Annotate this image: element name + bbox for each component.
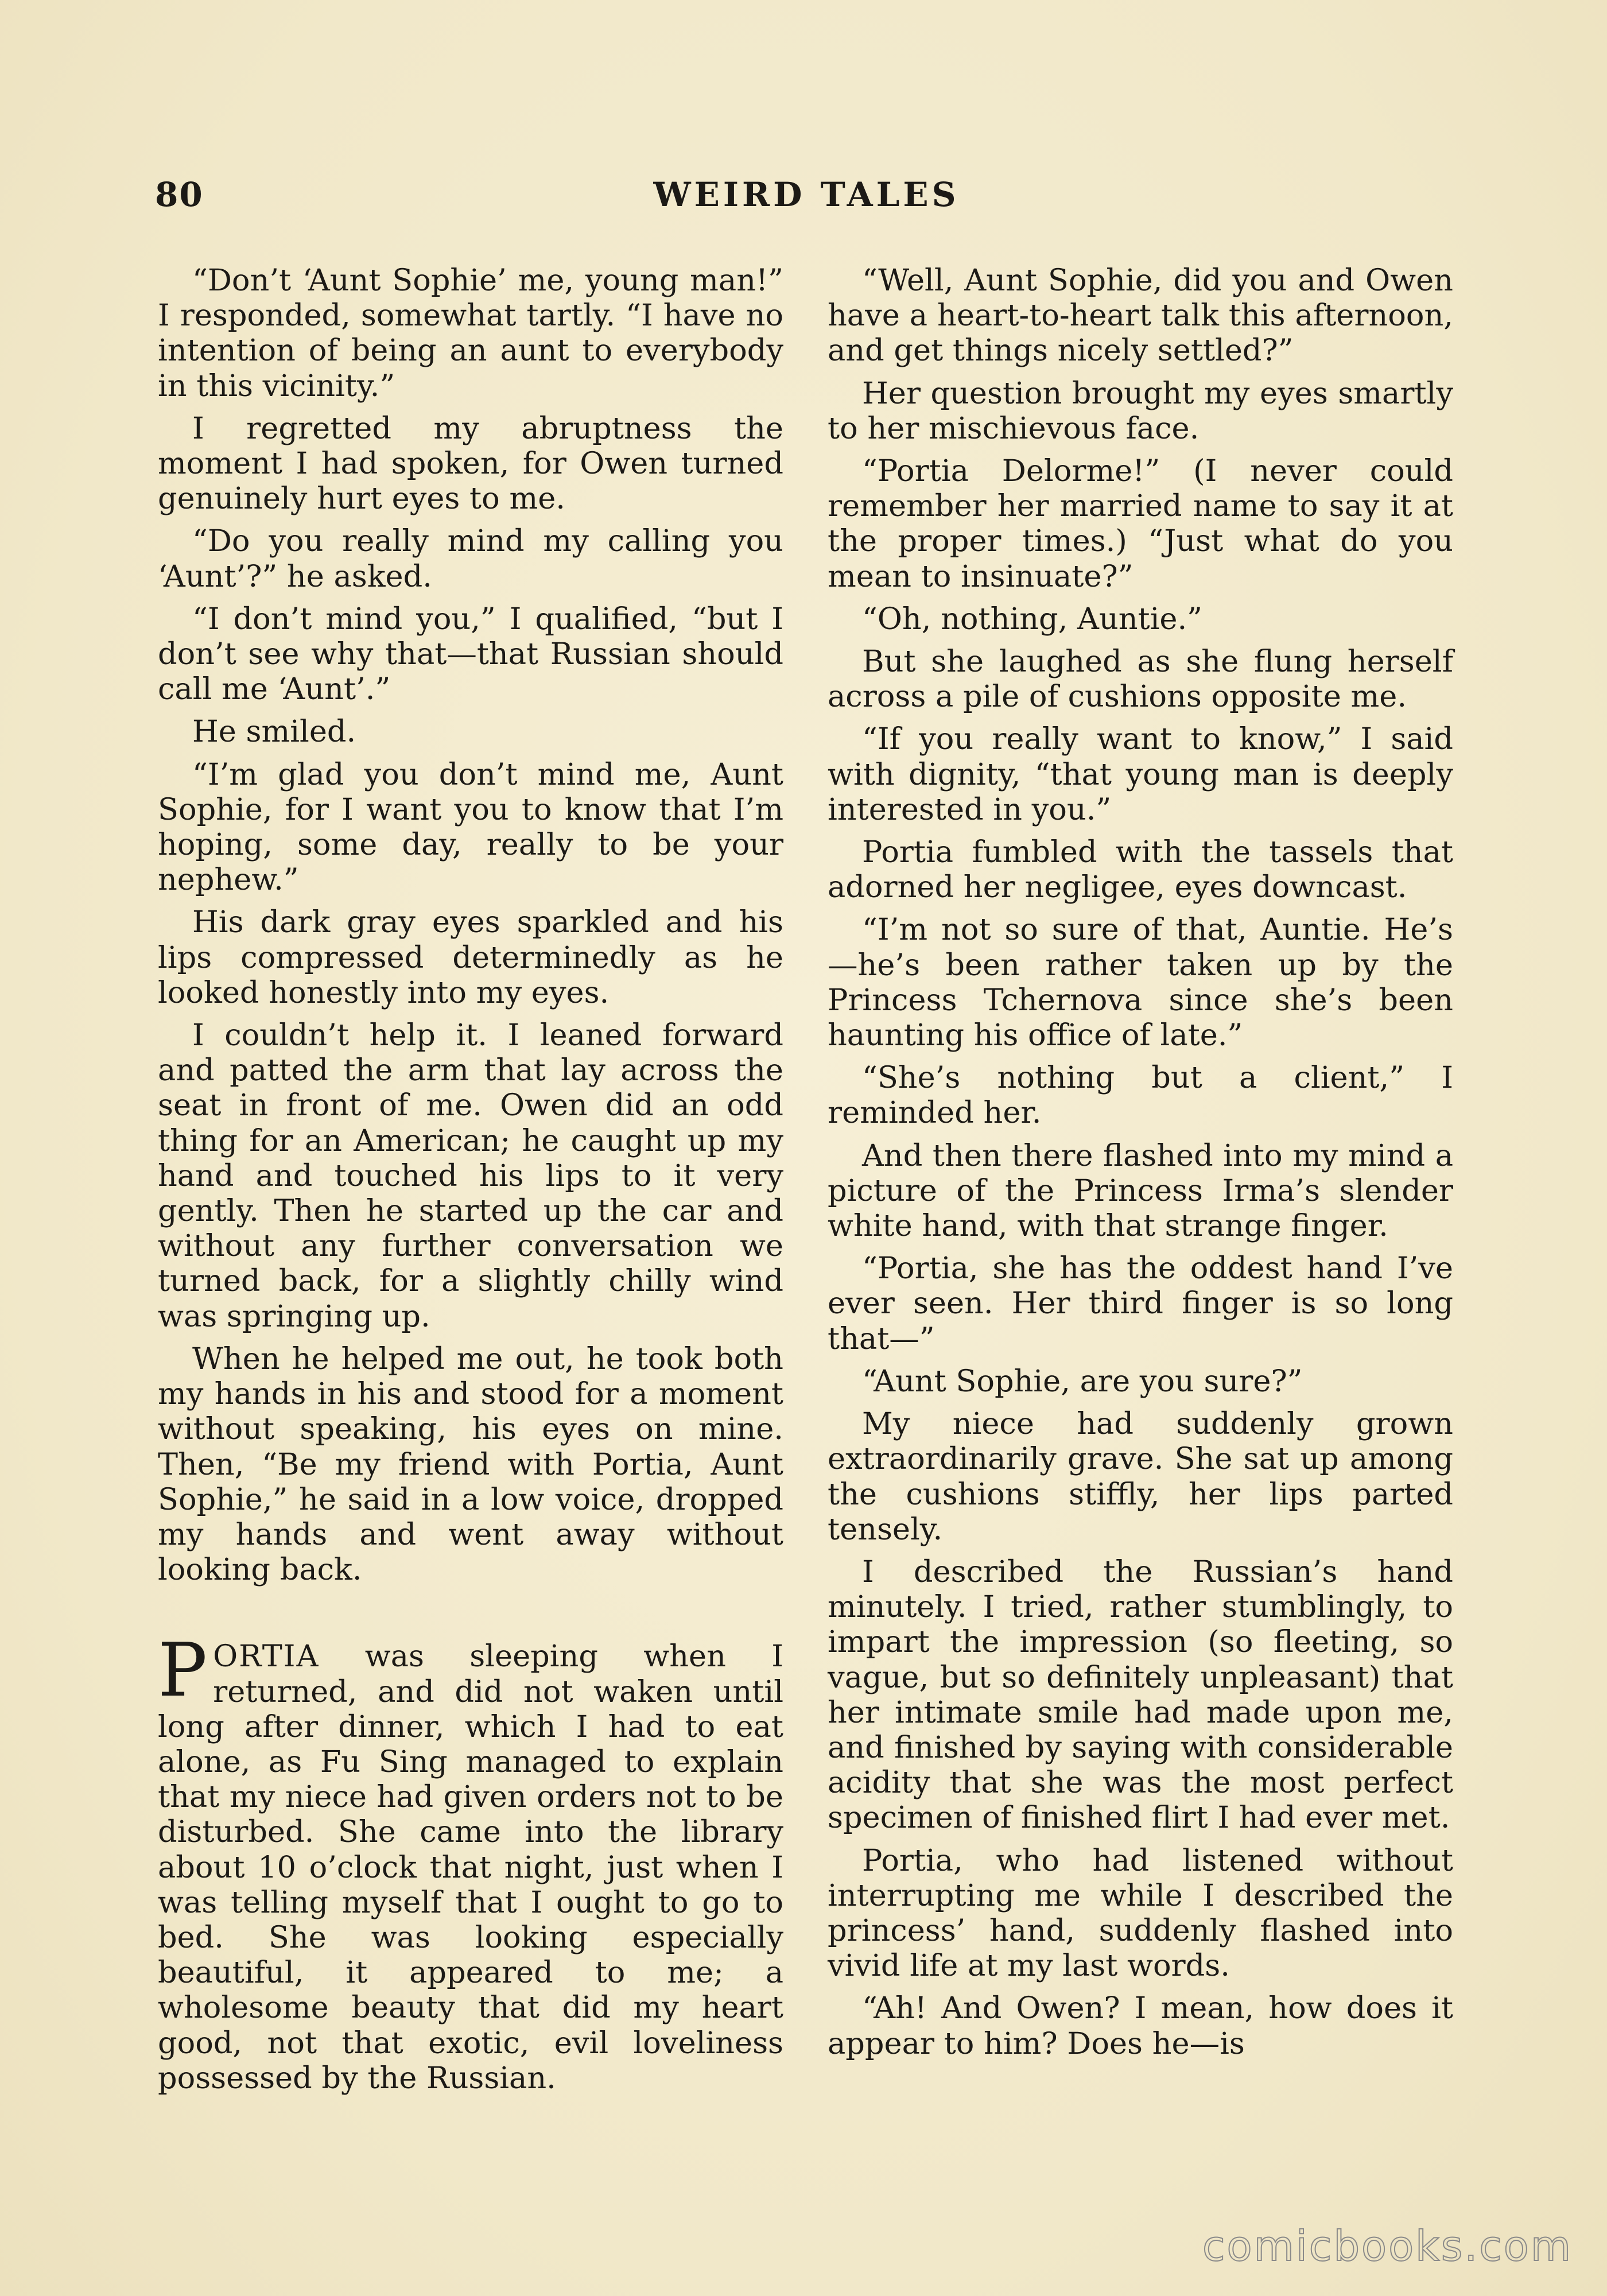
paragraph: “Aunt Sophie, are you sure?” (862, 1363, 1303, 1399)
watermark: comicbooks.com (1202, 2222, 1573, 2270)
paragraph: “Portia, she has the oddest hand I’ve ever seen. Her third finger is so long that—” (828, 1251, 1453, 1356)
paragraph: “She’s nothing but a client,” I reminded her. (828, 1060, 1453, 1131)
section-text: was sleeping when I returned, and did not waken until long after dinner, which I had to eat alone, as Fu Sing managed to explain that my niece had given orders not to be disturbed. She came into the library about 10 o’clock that night, just when I was telling myself that I ought to go to bed. She was looking especially beautiful, it appeared to me; a wholesome beauty that did my heart good, not that exotic, evil loveliness possessed by the Russian. (158, 1639, 783, 2096)
paragraph: I described the Russian’s hand minutely. I tried, rather stumblingly, to impart the impression (so fleeting, so vague, but so definitely unpleasant) that her intimate smile had made upon me, and finished by saying with considerable acidity that she was the most perfect specimen of finished flirt I had ever met. (828, 1554, 1453, 1836)
paragraph: “I don’t mind you,” I qualified, “but I don’t see why that—that Russian should call me ‘Aunt’.” (158, 601, 783, 707)
paragraph: “Well, Aunt Sophie, did you and Owen have a heart-to-heart talk this afternoon, and get things nicely settled?” (828, 263, 1453, 369)
paragraph: Portia fumbled with the tassels that adorned her negligee, eyes downcast. (828, 835, 1453, 905)
paragraph: But she laughed as she flung herself across a pile of cushions opposite me. (828, 644, 1453, 715)
section-opening-paragraph (158, 1628, 783, 2096)
paragraph: “Portia Delorme!” (I never could remember her married name to say it at the proper times.) “Just what do you mean to insinuate?” (828, 453, 1453, 594)
paragraph: “Oh, nothing, Auntie.” (862, 601, 1203, 637)
paragraph: When he helped me out, he took both my hands in his and stood for a moment without speaking, his eyes on mine. Then, “Be my friend with Portia, Aunt Sophie,” he said in a low voice, dropped my hands and went away without looking back. (158, 1341, 783, 1588)
paragraph: My niece had suddenly grown extraordinarily grave. She sat up among the cushions stiffly, her lips parted tensely. (828, 1406, 1453, 1547)
paragraph: “I’m glad you don’t mind me, Aunt Sophie, for I want you to know that I’m hoping, some day, really to be your nephew.” (158, 757, 783, 898)
page-number: 80 (155, 175, 204, 214)
paragraph: “Don’t ‘Aunt Sophie’ me, young man!” I responded, somewhat tartly. “I have no intention of being an aunt to everybody in this vicinity.” (158, 263, 783, 404)
paragraph: “Do you really mind my calling you ‘Aunt’?” he asked. (158, 523, 783, 594)
paragraph: “I’m not so sure of that, Auntie. He’s—he’s been rather taken up by the Princess Tchernova since she’s been haunting his office of late.” (828, 912, 1453, 1053)
paragraph: And then there flashed into my mind a picture of the Princess Irma’s slender white hand, with that strange finger. (828, 1138, 1453, 1244)
paragraph: I regretted my abruptness the moment I had spoken, for Owen turned genuinely hurt eyes to me. (158, 410, 783, 517)
paragraph: I couldn’t help it. I leaned forward and patted the arm that lay across the seat in front of me. Owen did an odd thing for an American; he caught up my hand and touched his lips to it very gently. Then he started up the car and without any further conversation we turned back, for a slightly chilly wind was springing up. (158, 1018, 783, 1334)
paragraph: Her question brought my eyes smartly to her mischievous face. (828, 375, 1453, 446)
left-column (158, 263, 783, 2103)
drop-cap: P (158, 1628, 208, 1714)
small-caps-lead: ORTIA (213, 1639, 320, 1674)
paragraph: His dark gray eyes sparkled and his lips compressed determinedly as he looked honestly into my eyes. (158, 905, 783, 1010)
paragraph: “If you really want to know,” I said with dignity, “that young man is deeply interested in you.” (828, 722, 1453, 827)
paragraph: “Ah! And Owen? I mean, how does it appear to him? Does he—is (828, 1991, 1453, 2061)
running-title: WEIRD TALES (653, 175, 960, 214)
page-header (155, 175, 1458, 221)
paragraph: Portia, who had listened without interrupting me while I described the princess’ hand, suddenly flashed into vivid life at my last words. (828, 1843, 1453, 1984)
paragraph: He smiled. (192, 714, 356, 750)
right-column (828, 263, 1453, 2069)
